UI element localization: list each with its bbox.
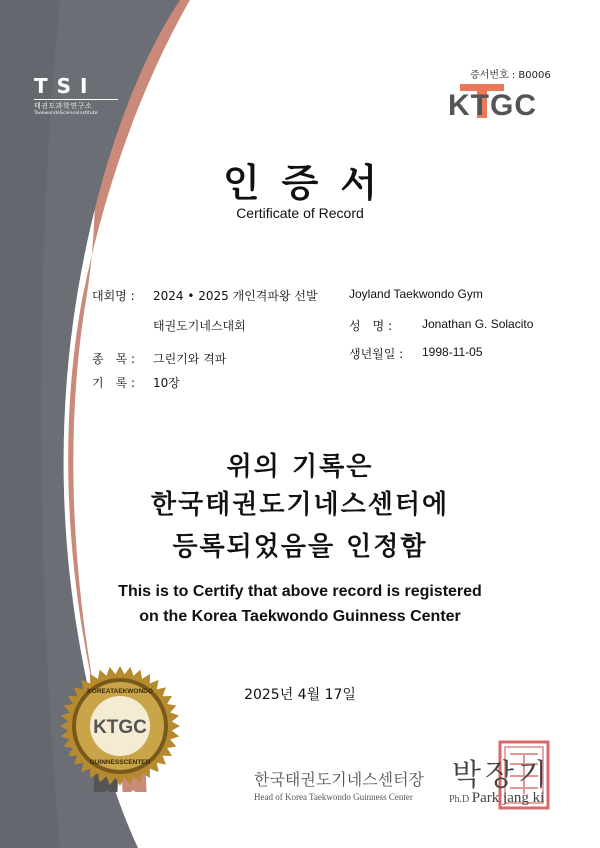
- tsi-logo-name: TSI: [34, 74, 97, 98]
- record-value: 10장: [153, 376, 180, 390]
- signature-name: Park jang ki: [471, 790, 545, 806]
- title-korean: 인증서: [222, 161, 400, 205]
- statement-english-line1: This is to Certify that above record is registered: [118, 583, 482, 600]
- certificate-number: 증서번호 : B0006: [470, 70, 551, 81]
- signature-english: [449, 790, 544, 807]
- dob-label: 생년월일 :: [349, 347, 404, 361]
- record-label: 기 록 :: [92, 376, 136, 390]
- event-value-line2: 태권도기네스대회: [153, 319, 246, 333]
- name-label: 성 명 :: [349, 319, 393, 333]
- statement-line3: 등록되었음을 인정함: [172, 532, 428, 562]
- signature-korean: 박장기: [452, 758, 551, 793]
- seal-top-text: KOREATAEKWONDO: [87, 688, 153, 695]
- title-english: Certificate of Record: [236, 205, 364, 221]
- signature-prefix: Ph.D: [449, 794, 470, 805]
- gym-name: Joyland Taekwondo Gym: [349, 287, 483, 301]
- ktgc-logo-text: KTGC: [448, 89, 537, 122]
- dob-value: 1998-11-05: [422, 345, 483, 359]
- ktgc-logo: [448, 84, 568, 122]
- issue-date: 2025년 4월 17일: [244, 687, 356, 703]
- tsi-logo-english: TaekwondoScienceInstitute: [34, 111, 98, 116]
- seal-bottom-text: GUINNESSCENTER: [89, 759, 151, 766]
- statement-line2: 한국태권도기네스센터에: [150, 490, 450, 520]
- statement-line1: 위의 기록은: [226, 452, 374, 482]
- footer-title-korean: 한국태권도기네스센터장: [254, 770, 425, 789]
- seal-center-text: KTGC: [93, 717, 147, 738]
- category-value: 그린기와 격파: [153, 352, 227, 366]
- tsi-logo: [34, 76, 118, 117]
- name-value: Jonathan G. Solacito: [422, 317, 534, 331]
- tsi-logo-rule: [34, 99, 118, 100]
- category-label: 종 목 :: [92, 352, 136, 366]
- event-value-line1: 2024 • 2025 개인격파왕 선발: [153, 289, 318, 303]
- footer-title-english: Head of Korea Taekwondo Guinness Center: [254, 792, 413, 802]
- gold-seal: [55, 662, 185, 792]
- statement-english-line2: on the Korea Taekwondo Guinness Center: [139, 608, 461, 625]
- tsi-logo-korean: 태권도과학연구소: [34, 102, 93, 110]
- event-label: 대회명 :: [92, 289, 135, 303]
